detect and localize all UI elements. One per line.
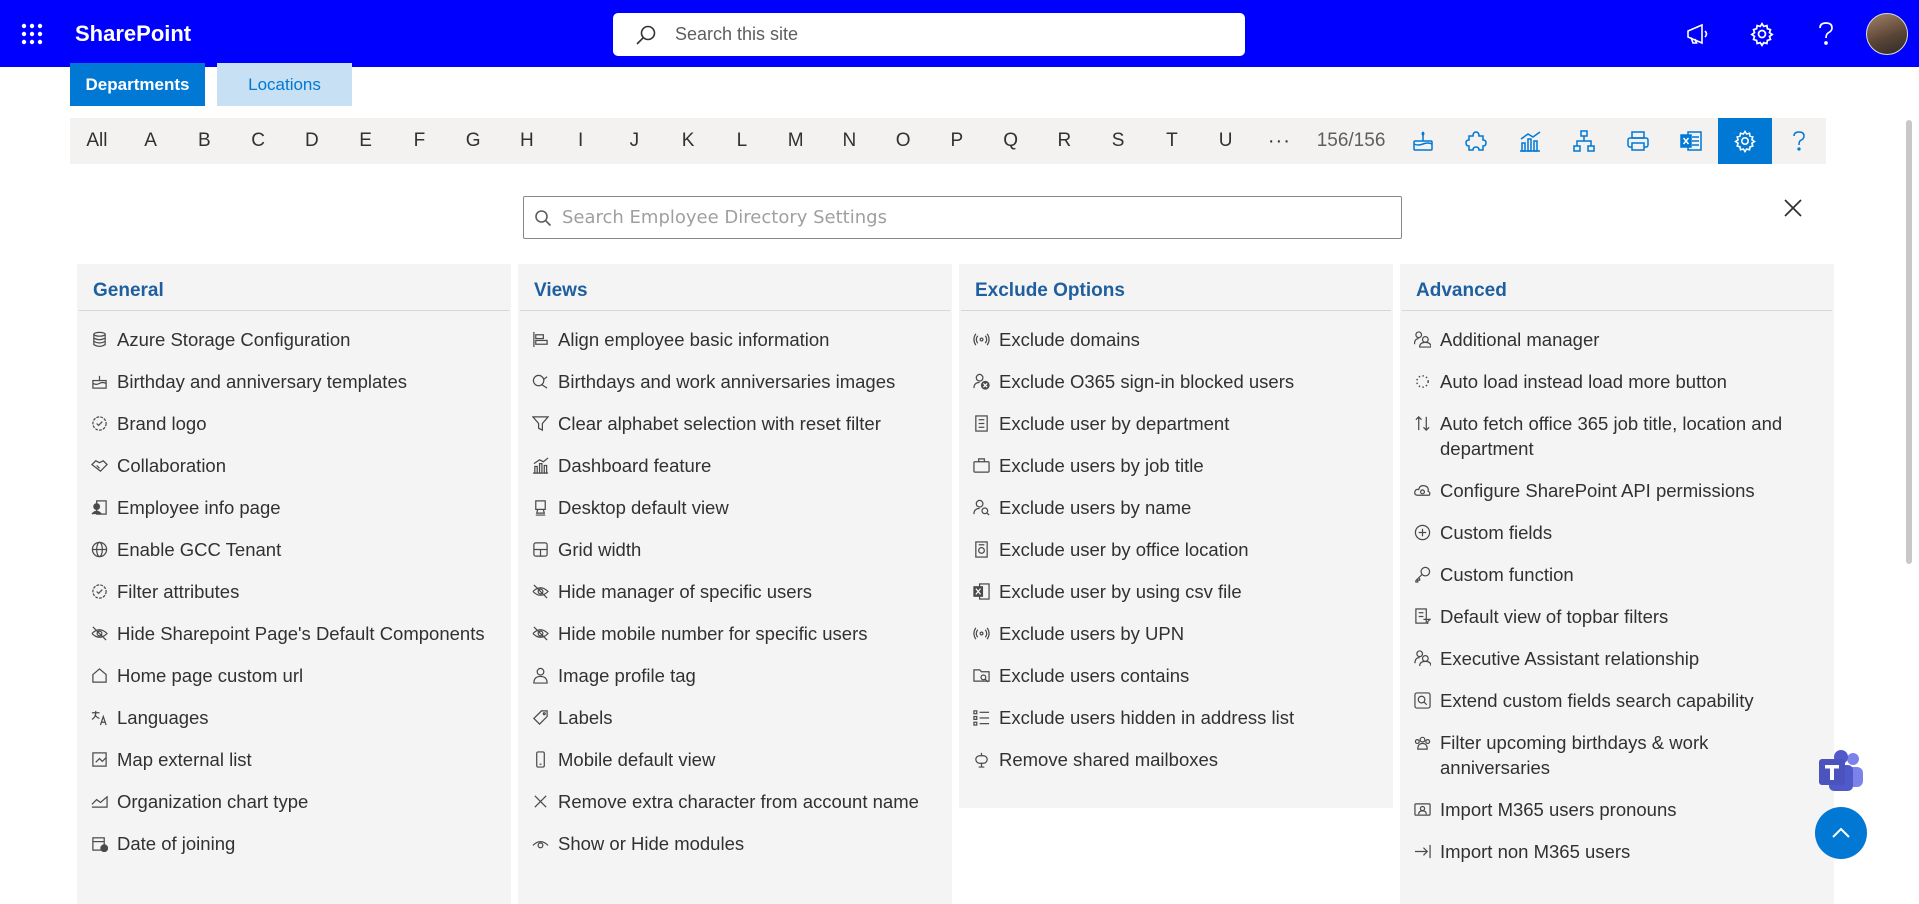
alphabet-filter-bar bbox=[70, 118, 1826, 164]
setting-item[interactable]: Executive Assistant relationship bbox=[1400, 638, 1834, 680]
setting-item[interactable]: Collaboration bbox=[77, 445, 511, 487]
megaphone-icon bbox=[1685, 22, 1711, 46]
home-icon bbox=[91, 663, 117, 688]
setting-item[interactable]: Dashboard feature bbox=[518, 445, 952, 487]
excel-icon bbox=[973, 579, 999, 604]
letter-m[interactable]: M bbox=[787, 130, 804, 151]
puzzle-icon bbox=[1465, 130, 1487, 152]
folder-search-icon bbox=[973, 663, 999, 688]
setting-item[interactable]: Exclude users by name bbox=[959, 487, 1393, 529]
letter-j[interactable]: J bbox=[629, 130, 640, 151]
setting-item[interactable]: Birthdays and work anniversaries images bbox=[518, 361, 952, 403]
chevron-up-icon bbox=[1831, 827, 1851, 839]
bar-chart-icon bbox=[532, 453, 558, 478]
people-icon bbox=[1414, 327, 1440, 352]
letter-s[interactable]: S bbox=[1111, 130, 1125, 151]
letter-r[interactable]: R bbox=[1057, 130, 1072, 151]
setting-item[interactable]: Auto fetch office 365 job title, location and department bbox=[1400, 403, 1834, 470]
dashboard-tool-button[interactable] bbox=[1503, 118, 1557, 164]
letter-d[interactable]: D bbox=[305, 130, 319, 151]
badge-icon bbox=[91, 579, 117, 604]
letter-f[interactable]: F bbox=[413, 130, 426, 151]
setting-item[interactable]: Exclude users hidden in address list bbox=[959, 697, 1393, 739]
print-tool-button[interactable] bbox=[1611, 118, 1665, 164]
setting-item[interactable]: Exclude O365 sign-in blocked users bbox=[959, 361, 1393, 403]
setting-item[interactable]: Languages bbox=[77, 697, 511, 739]
cake-icon bbox=[91, 369, 117, 394]
tag-icon bbox=[532, 705, 558, 730]
gear-icon bbox=[1749, 21, 1775, 47]
translate-icon bbox=[91, 705, 117, 730]
broadcast-icon bbox=[973, 327, 999, 352]
birthday-tool-button[interactable] bbox=[1396, 118, 1450, 164]
sign-in-icon bbox=[1414, 839, 1440, 864]
contact-card-icon bbox=[1414, 797, 1440, 822]
key-icon bbox=[1414, 562, 1440, 587]
letter-i[interactable]: I bbox=[577, 130, 584, 151]
letter-b[interactable]: B bbox=[198, 130, 211, 151]
search-box-icon bbox=[1414, 688, 1440, 713]
help-icon bbox=[1816, 21, 1836, 47]
setting-item[interactable]: Filter upcoming birthdays & work anniversaries bbox=[1400, 722, 1834, 789]
desktop-icon bbox=[532, 495, 558, 520]
calendar-icon bbox=[91, 831, 117, 856]
mobile-icon bbox=[532, 747, 558, 772]
setting-item[interactable]: Image profile tag bbox=[518, 655, 952, 697]
align-left-icon bbox=[532, 327, 558, 352]
setting-item[interactable]: Mobile default view bbox=[518, 739, 952, 781]
letter-g[interactable]: G bbox=[465, 130, 481, 151]
announcements-button[interactable] bbox=[1666, 0, 1730, 67]
app-title[interactable]: SharePoint bbox=[75, 20, 192, 46]
column-heading: Views bbox=[520, 264, 950, 311]
sort-arrows-icon bbox=[1414, 411, 1440, 436]
setting-item[interactable]: Configure SharePoint API permissions bbox=[1400, 470, 1834, 512]
more-letters-button[interactable]: ··· bbox=[1267, 129, 1291, 152]
spinner-icon bbox=[1414, 369, 1440, 394]
search-icon bbox=[635, 24, 657, 46]
setting-item[interactable]: Azure Storage Configuration bbox=[77, 319, 511, 361]
setting-item[interactable]: Remove extra character from account name bbox=[518, 781, 952, 823]
close-icon bbox=[1784, 199, 1802, 217]
handshake-icon bbox=[91, 453, 117, 478]
org-chart-icon bbox=[1573, 130, 1595, 152]
setting-item[interactable]: Exclude user by department bbox=[959, 403, 1393, 445]
letter-e[interactable]: E bbox=[359, 130, 372, 151]
site-search-input[interactable] bbox=[675, 24, 1235, 45]
globe-icon bbox=[91, 537, 117, 562]
letter-q[interactable]: Q bbox=[1003, 130, 1019, 151]
close-settings-button[interactable] bbox=[1779, 194, 1807, 222]
settings-search-input[interactable] bbox=[562, 207, 1382, 228]
document-filter-icon bbox=[1414, 604, 1440, 629]
setting-item[interactable]: Import non M365 users bbox=[1400, 831, 1834, 873]
group-icon bbox=[1414, 730, 1440, 755]
letter-a[interactable]: A bbox=[144, 130, 157, 151]
image-icon bbox=[532, 369, 558, 394]
setting-item[interactable]: Organization chart type bbox=[77, 781, 511, 823]
grid-icon bbox=[532, 537, 558, 562]
setting-item[interactable]: Exclude user by office location bbox=[959, 529, 1393, 571]
document-icon bbox=[973, 411, 999, 436]
settings-column-views bbox=[518, 264, 952, 904]
suite-bar bbox=[0, 0, 1919, 67]
tab-locations[interactable]: Locations bbox=[217, 63, 352, 106]
export-excel-tool-button[interactable] bbox=[1665, 118, 1719, 164]
setting-item[interactable]: Align employee basic information bbox=[518, 319, 952, 361]
setting-item[interactable]: Exclude users by UPN bbox=[959, 613, 1393, 655]
mailbox-icon bbox=[973, 747, 999, 772]
setting-item[interactable]: Exclude user by using csv file bbox=[959, 571, 1393, 613]
cake-icon bbox=[1412, 130, 1434, 152]
person-search-icon bbox=[973, 495, 999, 520]
teams-button[interactable] bbox=[1817, 747, 1865, 795]
site-search-box[interactable] bbox=[613, 13, 1245, 56]
letter-o[interactable]: O bbox=[895, 130, 911, 151]
person-document-icon bbox=[91, 495, 117, 520]
settings-search-box[interactable] bbox=[523, 196, 1402, 239]
letter-t[interactable]: T bbox=[1166, 130, 1178, 151]
x-icon bbox=[532, 789, 558, 814]
help-button[interactable] bbox=[1794, 0, 1858, 67]
help-tool-button[interactable] bbox=[1772, 118, 1826, 164]
settings-button[interactable] bbox=[1730, 0, 1794, 67]
map-list-icon bbox=[91, 747, 117, 772]
letter-l[interactable]: L bbox=[736, 130, 748, 151]
setting-item[interactable]: Custom function bbox=[1400, 554, 1834, 596]
result-count: 156/156 bbox=[1316, 130, 1386, 151]
app-launcher-button[interactable] bbox=[0, 0, 64, 67]
setting-item[interactable]: Auto load instead load more button bbox=[1400, 361, 1834, 403]
help-icon bbox=[1791, 130, 1807, 152]
cloud-sync-icon bbox=[1414, 478, 1440, 503]
bar-chart-icon bbox=[1518, 130, 1542, 152]
setting-item[interactable]: Hide mobile number for specific users bbox=[518, 613, 952, 655]
setting-item[interactable]: Date of joining bbox=[77, 823, 511, 865]
gear-icon bbox=[1733, 129, 1757, 153]
avatar[interactable] bbox=[1866, 13, 1908, 55]
setting-item[interactable]: Labels bbox=[518, 697, 952, 739]
scroll-to-top-button[interactable] bbox=[1815, 807, 1867, 859]
plus-circle-icon bbox=[1414, 520, 1440, 545]
badge-icon bbox=[91, 411, 117, 436]
setting-item[interactable]: Birthday and anniversary templates bbox=[77, 361, 511, 403]
setting-item[interactable]: Desktop default view bbox=[518, 487, 952, 529]
eye-off-icon bbox=[532, 621, 558, 646]
setting-item[interactable]: Clear alphabet selection with reset filter bbox=[518, 403, 952, 445]
briefcase-icon bbox=[973, 453, 999, 478]
people-icon bbox=[1414, 646, 1440, 671]
org-chart-tool-button[interactable] bbox=[1557, 118, 1611, 164]
setting-item[interactable]: Exclude users contains bbox=[959, 655, 1393, 697]
setting-item[interactable]: Default view of topbar filters bbox=[1400, 596, 1834, 638]
person-icon bbox=[532, 663, 558, 688]
letter-n[interactable]: N bbox=[842, 130, 857, 151]
building-icon bbox=[973, 537, 999, 562]
eye-off-icon bbox=[91, 621, 117, 646]
setting-item[interactable]: Filter attributes bbox=[77, 571, 511, 613]
setting-item[interactable]: Remove shared mailboxes bbox=[959, 739, 1393, 781]
letter-k[interactable]: K bbox=[681, 130, 695, 151]
setting-item[interactable]: Import M365 users pronouns bbox=[1400, 789, 1834, 831]
page-scrollbar[interactable] bbox=[1906, 120, 1912, 564]
letter-p[interactable]: P bbox=[950, 130, 964, 151]
settings-tool-button[interactable] bbox=[1718, 118, 1772, 164]
setting-item[interactable]: Hide Sharepoint Page's Default Components bbox=[77, 613, 511, 655]
list-icon bbox=[973, 705, 999, 730]
column-heading: General bbox=[79, 264, 509, 311]
settings-column-advanced bbox=[1400, 264, 1834, 904]
waffle-icon bbox=[21, 23, 43, 45]
eye-icon bbox=[532, 831, 558, 856]
view-tabs bbox=[70, 63, 352, 106]
setting-item[interactable]: Exclude users by job title bbox=[959, 445, 1393, 487]
filter-icon bbox=[532, 411, 558, 436]
excel-icon bbox=[1679, 130, 1703, 152]
eye-off-icon bbox=[532, 579, 558, 604]
letter-u[interactable]: U bbox=[1218, 130, 1233, 151]
setting-item[interactable]: Brand logo bbox=[77, 403, 511, 445]
setting-item[interactable]: Show or Hide modules bbox=[518, 823, 952, 865]
setting-item[interactable]: Custom fields bbox=[1400, 512, 1834, 554]
setting-item[interactable]: Employee info page bbox=[77, 487, 511, 529]
letter-c[interactable]: C bbox=[251, 130, 265, 151]
settings-column-exclude-options bbox=[959, 264, 1393, 808]
broadcast-icon bbox=[973, 621, 999, 646]
database-icon bbox=[91, 327, 117, 352]
setting-item[interactable]: Map external list bbox=[77, 739, 511, 781]
teams-icon bbox=[1817, 747, 1865, 795]
setting-item[interactable]: Hide manager of specific users bbox=[518, 571, 952, 613]
setting-item[interactable]: Enable GCC Tenant bbox=[77, 529, 511, 571]
letter-all[interactable]: All bbox=[86, 130, 108, 151]
letter-h[interactable]: H bbox=[520, 130, 534, 151]
settings-column-general bbox=[77, 264, 511, 904]
setting-item[interactable]: Additional manager bbox=[1400, 319, 1834, 361]
search-icon bbox=[534, 209, 552, 227]
column-heading: Exclude Options bbox=[961, 264, 1391, 311]
puzzle-tool-button[interactable] bbox=[1450, 118, 1504, 164]
print-icon bbox=[1627, 130, 1649, 152]
setting-item[interactable]: Home page custom url bbox=[77, 655, 511, 697]
person-blocked-icon bbox=[973, 369, 999, 394]
area-chart-icon bbox=[91, 789, 117, 814]
setting-item[interactable]: Grid width bbox=[518, 529, 952, 571]
setting-item[interactable]: Extend custom fields search capability bbox=[1400, 680, 1834, 722]
column-heading: Advanced bbox=[1402, 264, 1832, 311]
tab-departments[interactable]: Departments bbox=[70, 63, 205, 106]
setting-item[interactable]: Exclude domains bbox=[959, 319, 1393, 361]
